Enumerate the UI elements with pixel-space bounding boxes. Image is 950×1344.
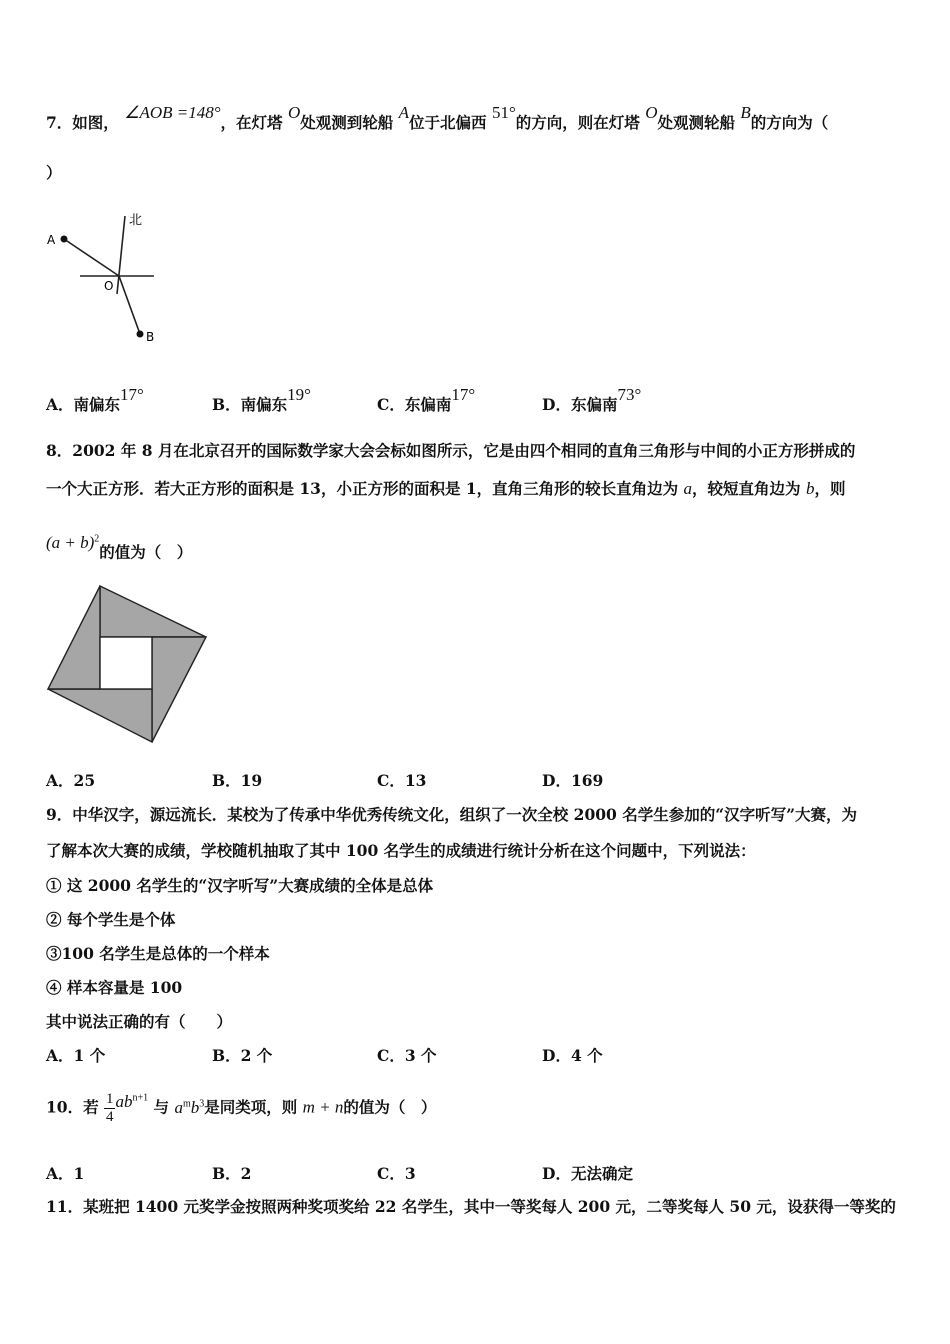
q11-stem-line1: 11．某班把 1400 元奖学金按照两种奖项奖给 22 名学生，其中一等奖每人 200 元，二等奖每人 50 元，设获得一等奖的 — [46, 1197, 896, 1216]
q10-option-D[interactable]: D．无法确定 — [542, 1164, 633, 1183]
q9-stem-line1: 9．中华汉字，源远流长．某校为了传承中华优秀传统文化，组织了一次全校 2000 名学生参加的“汉字听写”大赛，为 — [46, 805, 858, 824]
q7-option-D[interactable]: D．东偏南73° — [542, 385, 642, 414]
q10-options — [46, 1162, 906, 1186]
q8-option-D[interactable]: D．169 — [542, 771, 604, 790]
q9-option-B[interactable]: B．2 个 — [212, 1046, 273, 1065]
q7-point-A — [61, 236, 68, 243]
q10-term1: $ab^{n+1}$ — [115, 1091, 149, 1111]
q8-triangle-2 — [152, 637, 206, 742]
q8-expression: $(a + b)^2$ — [46, 532, 100, 552]
q9-question: 其中说法正确的有（ ） — [46, 1012, 233, 1031]
q7-stem-line1: 7．如图， ∠AOB =148°，在灯塔 O处观测到轮船 A位于北偏西 51°的方向，则在灯塔 O处观测轮船 B的方向为（ — [46, 103, 829, 132]
q7-label-B: B — [146, 330, 155, 344]
q10-option-C[interactable]: C．3 — [377, 1164, 416, 1183]
q7-option-A[interactable]: A．南偏东17° — [46, 385, 144, 414]
q8-stem-line2: 一个大正方形．若大正方形的面积是 13，小正方形的面积是 1，直角三角形的较长直角边为 a，较短直角边为 b，则 — [46, 479, 846, 498]
q7-label-O: O — [104, 279, 114, 293]
q9-option-A[interactable]: A．1 个 — [46, 1046, 106, 1065]
q7-figure-compass — [44, 206, 174, 351]
q7-options — [46, 385, 906, 417]
q9-statement-2: ② 每个学生是个体 — [46, 910, 176, 929]
q8-options — [46, 769, 906, 793]
q9-options — [46, 1044, 906, 1068]
q9-statement-1: ① 这 2000 名学生的“汉字听写”大赛成绩的全体是总体 — [46, 876, 434, 895]
q8-triangle-4 — [48, 586, 100, 689]
q9-statement-4: ④ 样本容量是 100 — [46, 978, 183, 997]
q8-inner-square — [100, 637, 152, 689]
q8-triangle-3 — [48, 689, 152, 742]
q7-stem-line2: ） — [46, 163, 62, 182]
q10-fraction: $\frac{1}{4}$ — [105, 1091, 114, 1126]
q7-point-B — [137, 331, 144, 338]
q8-stem-line3: $(a + b)^2$的值为（ ） — [46, 532, 193, 562]
q7-angle: ∠AOB =148° — [124, 103, 221, 122]
q7-label-north: 北 — [129, 213, 143, 228]
q7-option-C[interactable]: C．东偏南17° — [377, 385, 476, 414]
q9-option-D[interactable]: D．4 个 — [542, 1046, 603, 1065]
q8-triangle-1 — [100, 586, 206, 637]
q10-option-A[interactable]: A．1 — [46, 1164, 85, 1183]
q7-option-B[interactable]: B．南偏东19° — [212, 385, 311, 414]
q8-option-A[interactable]: A．25 — [46, 771, 96, 790]
q9-statement-3: ③100 名学生是总体的一个样本 — [46, 944, 270, 963]
q10-stem: 10．若 $\frac{1}{4}$ $ab^{n+1}$ 与 $a^mb^3$是同类项，则 m + n的值为（ ） — [46, 1091, 437, 1126]
q8-option-B[interactable]: B．19 — [212, 771, 263, 790]
q8-stem-line1: 8．2002 年 8 月在北京召开的国际数学家大会会标如图所示，它是由四个相同的直角三角形与中间的小正方形拼成的 — [46, 441, 856, 460]
q10-term2: $a^mb^3$ — [174, 1097, 205, 1117]
q10-option-B[interactable]: B．2 — [212, 1164, 252, 1183]
q7-label-A: A — [47, 233, 56, 247]
q9-stem-line2: 了解本次大赛的成绩，学校随机抽取了其中 100 名学生的成绩进行统计分析在这个问题中，下列说法： — [46, 841, 756, 860]
q8-option-C[interactable]: C．13 — [377, 771, 427, 790]
q7-ray-OA — [64, 239, 119, 276]
q9-option-C[interactable]: C．3 个 — [377, 1046, 437, 1065]
q8-figure-zhaoshuang — [44, 582, 212, 748]
q7-ray-OB — [119, 276, 140, 334]
